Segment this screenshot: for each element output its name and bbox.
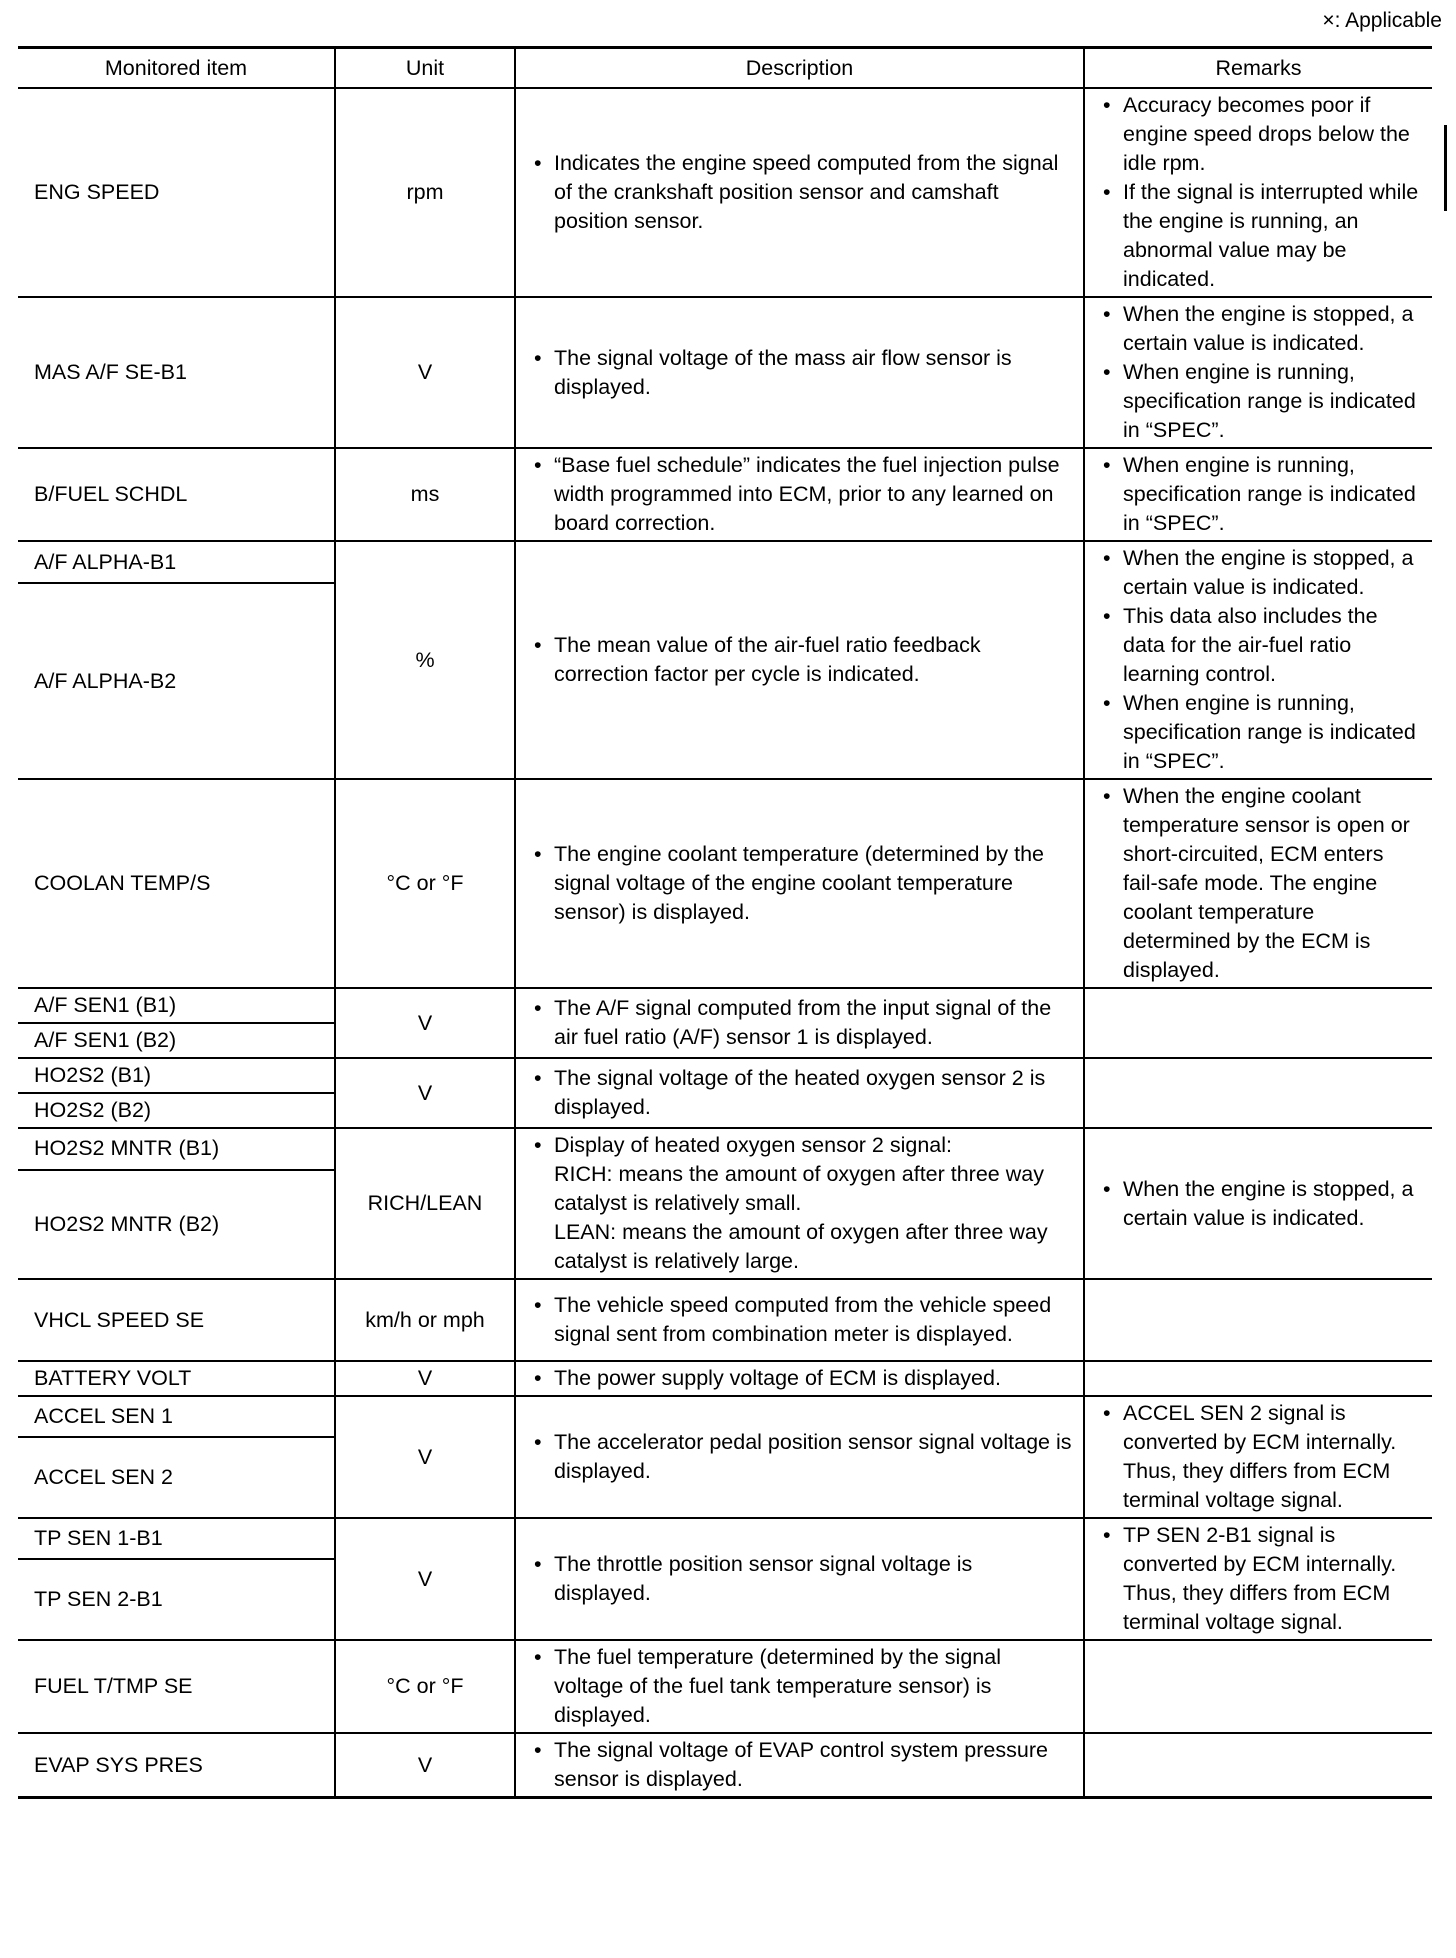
description-cell bbox=[515, 448, 1084, 541]
monitored-item-cell: EVAP SYS PRES bbox=[18, 1733, 335, 1798]
description-cell bbox=[515, 1128, 1084, 1279]
table-body bbox=[18, 88, 1432, 1798]
bullet-text: • The accelerator pedal position sensor signal voltage is displayed. bbox=[524, 1428, 1075, 1486]
bullet-text: • The A/F signal computed from the input signal of the air fuel ratio (A/F) sensor 1 is displayed. bbox=[524, 994, 1075, 1052]
header-row bbox=[18, 48, 1432, 89]
remarks-cell bbox=[1084, 1396, 1432, 1518]
monitored-item-cell: A/F SEN1 (B1) bbox=[18, 988, 335, 1023]
remarks-cell bbox=[1084, 1640, 1432, 1733]
remarks-cell bbox=[1084, 1279, 1432, 1361]
bullet-text: • When engine is running, specification range is indicated in “SPEC”. bbox=[1093, 451, 1424, 538]
table-row bbox=[18, 541, 1432, 583]
monitored-item-cell: MAS A/F SE-B1 bbox=[18, 297, 335, 448]
remarks-cell bbox=[1084, 1518, 1432, 1640]
unit-cell: V bbox=[335, 297, 515, 448]
bullet-text: • Display of heated oxygen sensor 2 signal: RICH: means the amount of oxygen after three way catalyst is relatively small. LEAN: means the amount of oxygen after three way catalyst is relatively large. bbox=[524, 1131, 1075, 1276]
header-remarks: Remarks bbox=[1084, 48, 1432, 89]
table-row bbox=[18, 779, 1432, 988]
unit-cell: °C or °F bbox=[335, 1640, 515, 1733]
table-row bbox=[18, 1640, 1432, 1733]
bullet-text: • When the engine coolant temperature sensor is open or short-circuited, ECM enters fail-safe mode. The engine coolant temperature determined by the ECM is displayed. bbox=[1093, 782, 1424, 985]
monitored-item-cell: A/F ALPHA-B1 bbox=[18, 541, 335, 583]
description-cell bbox=[515, 1058, 1084, 1128]
bullet-text: • Accuracy becomes poor if engine speed drops below the idle rpm. bbox=[1093, 91, 1424, 178]
description-cell bbox=[515, 1279, 1084, 1361]
description-cell bbox=[515, 1361, 1084, 1396]
table-row bbox=[18, 297, 1432, 448]
bullet-text: • If the signal is interrupted while the engine is running, an abnormal value may be indicated. bbox=[1093, 178, 1424, 294]
unit-cell: RICH/LEAN bbox=[335, 1128, 515, 1279]
description-cell bbox=[515, 988, 1084, 1058]
table-row bbox=[18, 1361, 1432, 1396]
bullet-text: • When engine is running, specification range is indicated in “SPEC”. bbox=[1093, 358, 1424, 445]
bullet-text: • When the engine is stopped, a certain value is indicated. bbox=[1093, 1175, 1424, 1233]
applicable-legend: ×: Applicable bbox=[1322, 9, 1442, 32]
monitored-item-cell: TP SEN 2-B1 bbox=[18, 1559, 335, 1640]
remarks-cell bbox=[1084, 779, 1432, 988]
bullet-text: • ACCEL SEN 2 signal is converted by ECM internally. Thus, they differs from ECM terminal voltage signal. bbox=[1093, 1399, 1424, 1515]
bullet-text: • The signal voltage of the heated oxygen sensor 2 is displayed. bbox=[524, 1064, 1075, 1122]
description-cell bbox=[515, 1640, 1084, 1733]
remarks-cell bbox=[1084, 1058, 1432, 1128]
monitored-item-cell: VHCL SPEED SE bbox=[18, 1279, 335, 1361]
monitored-item-cell: TP SEN 1-B1 bbox=[18, 1518, 335, 1559]
remarks-cell bbox=[1084, 1128, 1432, 1279]
monitored-item-cell: HO2S2 MNTR (B2) bbox=[18, 1170, 335, 1279]
monitored-item-cell: B/FUEL SCHDL bbox=[18, 448, 335, 541]
unit-cell: ms bbox=[335, 448, 515, 541]
description-cell bbox=[515, 541, 1084, 779]
table-row bbox=[18, 1058, 1432, 1093]
description-cell bbox=[515, 1733, 1084, 1798]
unit-cell: °C or °F bbox=[335, 779, 515, 988]
monitored-item-cell: FUEL T/TMP SE bbox=[18, 1640, 335, 1733]
bullet-text: • When the engine is stopped, a certain value is indicated. bbox=[1093, 300, 1424, 358]
bullet-text: • The fuel temperature (determined by the signal voltage of the fuel tank temperature sensor) is displayed. bbox=[524, 1643, 1075, 1730]
bullet-text: • The throttle position sensor signal voltage is displayed. bbox=[524, 1550, 1075, 1608]
table-row bbox=[18, 1733, 1432, 1798]
table-row bbox=[18, 1279, 1432, 1361]
table-row bbox=[18, 1396, 1432, 1437]
description-cell bbox=[515, 88, 1084, 297]
remarks-cell bbox=[1084, 1361, 1432, 1396]
bullet-text: • The mean value of the air-fuel ratio feedback correction factor per cycle is indicated. bbox=[524, 631, 1075, 689]
remarks-cell bbox=[1084, 541, 1432, 779]
monitor-items-table bbox=[18, 46, 1432, 1799]
monitored-item-cell: HO2S2 MNTR (B1) bbox=[18, 1128, 335, 1170]
header-monitored-item: Monitored item bbox=[18, 48, 335, 89]
description-cell bbox=[515, 297, 1084, 448]
remarks-cell bbox=[1084, 448, 1432, 541]
unit-cell: V bbox=[335, 1361, 515, 1396]
bullet-text: • Indicates the engine speed computed from the signal of the crankshaft position sensor and camshaft position sensor. bbox=[524, 149, 1075, 236]
bullet-text: • The engine coolant temperature (determined by the signal voltage of the engine coolant temperature sensor) is displayed. bbox=[524, 840, 1075, 927]
table-row bbox=[18, 88, 1432, 297]
header-unit: Unit bbox=[335, 48, 515, 89]
bullet-text: • When the engine is stopped, a certain value is indicated. bbox=[1093, 544, 1424, 602]
remarks-cell bbox=[1084, 88, 1432, 297]
unit-cell: V bbox=[335, 1733, 515, 1798]
bullet-text: • This data also includes the data for the air-fuel ratio learning control. bbox=[1093, 602, 1424, 689]
table-row bbox=[18, 988, 1432, 1023]
bullet-text: • TP SEN 2-B1 signal is converted by ECM internally. Thus, they differs from ECM terminal voltage signal. bbox=[1093, 1521, 1424, 1637]
bullet-text: • When engine is running, specification range is indicated in “SPEC”. bbox=[1093, 689, 1424, 776]
unit-cell: V bbox=[335, 1058, 515, 1128]
unit-cell: V bbox=[335, 1518, 515, 1640]
remarks-cell bbox=[1084, 988, 1432, 1058]
bullet-text: • The signal voltage of the mass air flow sensor is displayed. bbox=[524, 344, 1075, 402]
monitored-item-cell: HO2S2 (B1) bbox=[18, 1058, 335, 1093]
bullet-text: • The signal voltage of EVAP control system pressure sensor is displayed. bbox=[524, 1736, 1075, 1794]
unit-cell: V bbox=[335, 1396, 515, 1518]
monitored-item-cell: A/F SEN1 (B2) bbox=[18, 1023, 335, 1058]
table-row bbox=[18, 1128, 1432, 1170]
monitored-item-cell: BATTERY VOLT bbox=[18, 1361, 335, 1396]
monitored-item-cell: ACCEL SEN 1 bbox=[18, 1396, 335, 1437]
monitored-item-cell: ENG SPEED bbox=[18, 88, 335, 297]
description-cell bbox=[515, 1396, 1084, 1518]
unit-cell: km/h or mph bbox=[335, 1279, 515, 1361]
unit-cell: % bbox=[335, 541, 515, 779]
header-description: Description bbox=[515, 48, 1084, 89]
remarks-cell bbox=[1084, 297, 1432, 448]
monitored-item-cell: HO2S2 (B2) bbox=[18, 1093, 335, 1128]
bullet-text: • The power supply voltage of ECM is displayed. bbox=[524, 1364, 1075, 1393]
monitored-item-cell: A/F ALPHA-B2 bbox=[18, 583, 335, 779]
change-bar bbox=[1444, 125, 1447, 211]
table-row bbox=[18, 448, 1432, 541]
bullet-text: • “Base fuel schedule” indicates the fuel injection pulse width programmed into ECM, prior to any learned on board correction. bbox=[524, 451, 1075, 538]
bullet-text: • The vehicle speed computed from the vehicle speed signal sent from combination meter is displayed. bbox=[524, 1291, 1075, 1349]
description-cell bbox=[515, 779, 1084, 988]
description-cell bbox=[515, 1518, 1084, 1640]
monitored-item-cell: COOLAN TEMP/S bbox=[18, 779, 335, 988]
unit-cell: rpm bbox=[335, 88, 515, 297]
monitored-item-cell: ACCEL SEN 2 bbox=[18, 1437, 335, 1518]
table-row bbox=[18, 1518, 1432, 1559]
unit-cell: V bbox=[335, 988, 515, 1058]
remarks-cell bbox=[1084, 1733, 1432, 1798]
